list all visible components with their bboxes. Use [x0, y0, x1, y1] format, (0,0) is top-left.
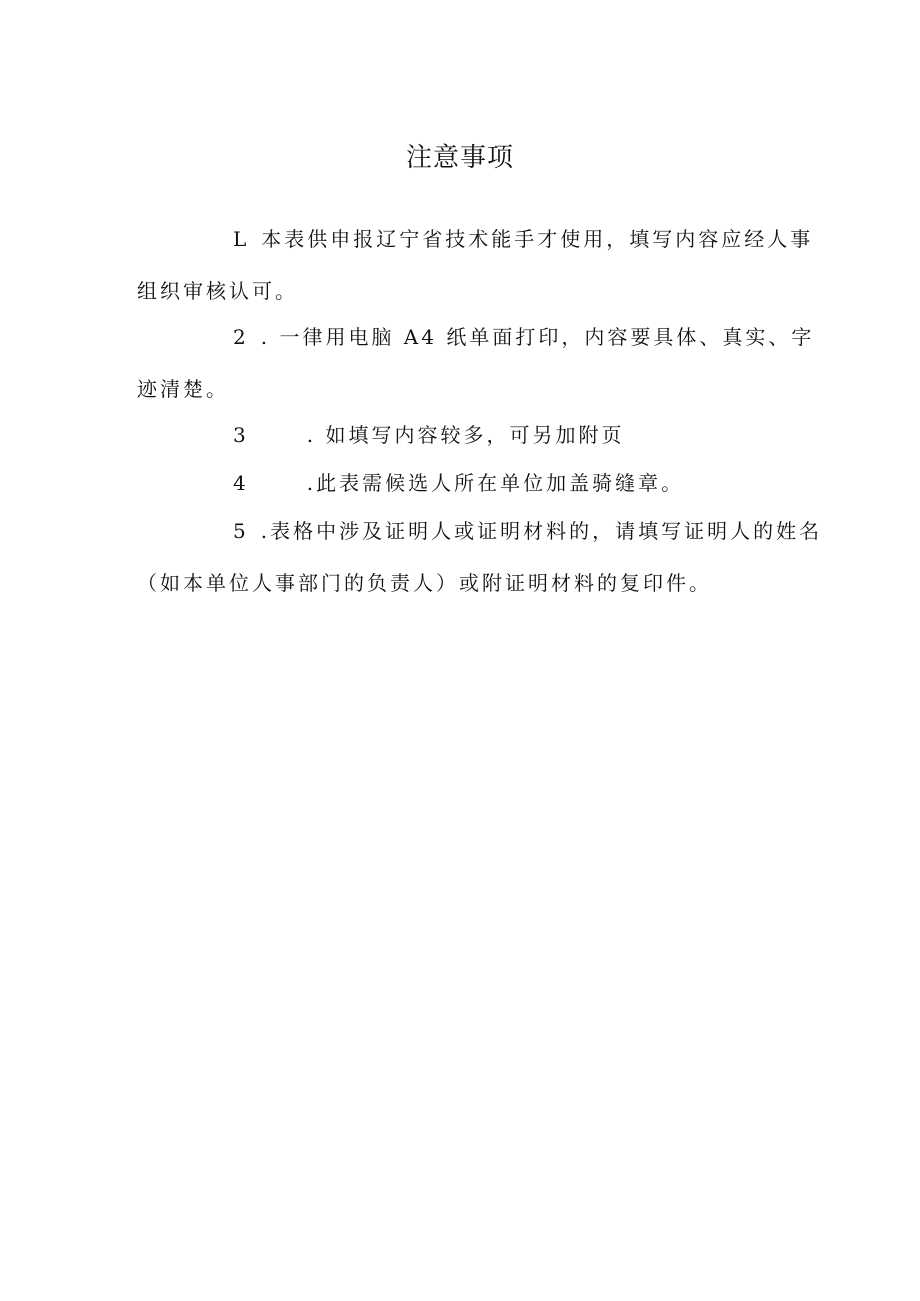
item-number: 4 — [233, 471, 249, 495]
notice-item-3 — [137, 409, 827, 461]
item-text: 本表供申报辽宁省技术能手才使用，填写内容应经人事组织审核认可。 — [137, 227, 814, 303]
item-text: .此表需候选人所在单位加盖骑缝章。 — [306, 471, 685, 495]
item-text: . 如填写内容较多，可另加附页 — [306, 423, 625, 447]
item-number: L — [233, 227, 250, 251]
notice-item-1 — [137, 213, 827, 317]
item-number: 2 — [233, 325, 249, 349]
notice-item-2 — [137, 311, 827, 415]
page-title: 注意事项 — [405, 143, 514, 173]
notice-item-5 — [137, 505, 827, 609]
item-text: . 一律用电脑 A4 纸单面打印，内容要具体、真实、字迹清楚。 — [137, 325, 815, 401]
notice-item-4 — [137, 457, 827, 509]
item-number: 5 — [233, 519, 249, 543]
item-number: 3 — [233, 423, 249, 447]
item-text: .表格中涉及证明人或证明材料的，请填写证明人的姓名（如本单位人事部门的负责人）或附证明材料的复印件。 — [137, 519, 823, 595]
